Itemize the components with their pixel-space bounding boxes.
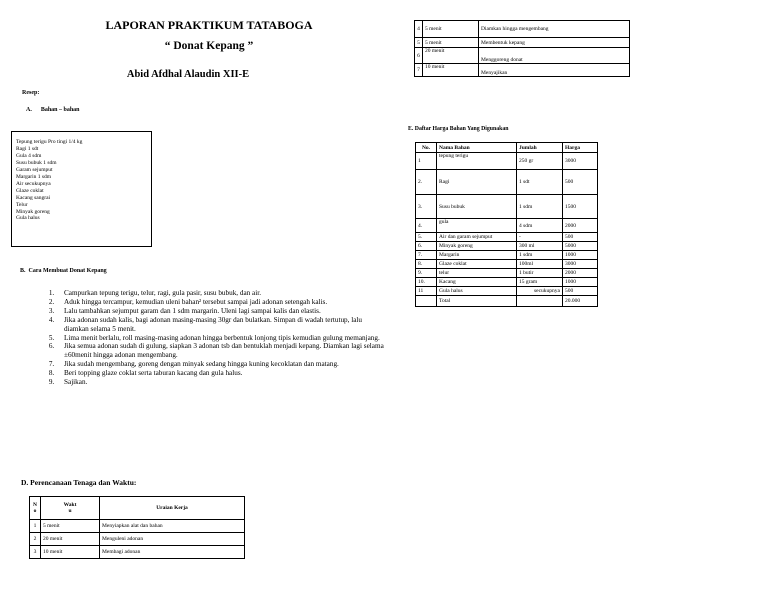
table-row bbox=[30, 520, 245, 533]
ingredient-item: Gula 4 sdm bbox=[16, 152, 42, 159]
table-cell: 10 menit bbox=[423, 64, 479, 77]
table-row bbox=[416, 278, 598, 287]
table-row bbox=[416, 153, 598, 170]
table-row bbox=[415, 48, 630, 64]
table-row bbox=[30, 533, 245, 546]
table-row bbox=[416, 233, 598, 242]
table-cell: 2000 bbox=[563, 219, 598, 233]
table-cell: 20 menit bbox=[423, 48, 479, 64]
table-cell: 1 bbox=[30, 520, 41, 533]
table-cell: 6 bbox=[415, 48, 423, 64]
ingredient-item: Air secukupnya bbox=[16, 180, 51, 187]
price-col-jumlah: Jumlah bbox=[517, 143, 563, 153]
method-step: 6. Jika semua adonan sudah di gulung, siapkan 3 adonan tsb dan bentuklah menjadi kepang. Diamkan lagi selama ±60menit hingga adonan mengembang. bbox=[56, 342, 386, 360]
table-cell: Menggoreng donat bbox=[479, 48, 630, 64]
table-cell: - bbox=[517, 233, 563, 242]
table-cell: 3 bbox=[30, 546, 41, 559]
section-b-heading: B. Cara Membuat Donat Kepang bbox=[20, 268, 107, 274]
table-cell: 20 menit bbox=[41, 533, 100, 546]
method-step: 9. Sajikan. bbox=[56, 378, 386, 387]
table-row bbox=[416, 195, 598, 219]
total-row bbox=[416, 296, 598, 307]
table-cell: 6. bbox=[416, 242, 437, 251]
ingredient-item: Kacang sangrai bbox=[16, 194, 51, 201]
total-value: 20.000 bbox=[563, 296, 598, 307]
table-cell: 100ml bbox=[517, 260, 563, 269]
ingredient-item: Telur bbox=[16, 201, 28, 208]
table-cell: Susu bubuk bbox=[437, 195, 517, 219]
table-cell: 1000 bbox=[563, 251, 598, 260]
method-step: 1. Campurkan tepung terigu, telur, ragi, gula pasir, susu bubuk, dan air. bbox=[56, 289, 386, 298]
table-cell: 1 sdt bbox=[517, 170, 563, 195]
table-cell: 1 bbox=[416, 153, 437, 170]
table-cell: 4 sdm bbox=[517, 219, 563, 233]
table-row bbox=[30, 546, 245, 559]
table-cell: Minyak goreng bbox=[437, 242, 517, 251]
col-header-no: N o bbox=[30, 497, 41, 520]
table-row bbox=[416, 260, 598, 269]
table-cell: 2. bbox=[416, 170, 437, 195]
table-cell: Menyajikan bbox=[479, 64, 630, 77]
table-cell: 2000 bbox=[563, 269, 598, 278]
ingredient-item: Susu bubuk 1 sdm bbox=[16, 159, 57, 166]
table-cell: 10 menit bbox=[41, 546, 100, 559]
ingredient-item: Minyak goreng bbox=[16, 208, 50, 215]
section-e-heading: E. Daftar Harga Bahan Yang Digunakan bbox=[408, 126, 509, 132]
table-cell: gula bbox=[437, 219, 517, 233]
table-row bbox=[415, 38, 630, 48]
method-step: 4. Jika adonan sudah kalis, bagi adonan masing-masing 30gr dan bulatkan. Simpan di wadah tertutup, lalu diamkan selama 5 menit. bbox=[56, 316, 386, 334]
table-cell: 1 butir bbox=[517, 269, 563, 278]
table-cell: 1500 bbox=[563, 195, 598, 219]
table-cell: 4 bbox=[415, 21, 423, 38]
table-cell: 5 menit bbox=[41, 520, 100, 533]
method-steps bbox=[40, 289, 386, 387]
table-cell: 8. bbox=[416, 260, 437, 269]
table-cell: Gula halus bbox=[437, 287, 517, 296]
table-cell: 10. bbox=[416, 278, 437, 287]
table-cell: 3. bbox=[416, 195, 437, 219]
table-cell: 7. bbox=[416, 251, 437, 260]
table-cell: tepung terigu bbox=[437, 153, 517, 170]
table-cell: Membagi adonan bbox=[100, 546, 245, 559]
ingredients-box bbox=[11, 131, 152, 247]
table-cell: Air dan garam sejumput bbox=[437, 233, 517, 242]
ingredient-item: Ragi 1 sdt bbox=[16, 145, 39, 152]
table-cell: Menyiapkan alat dan bahan bbox=[100, 520, 245, 533]
table-cell: 9. bbox=[416, 269, 437, 278]
ingredient-item: Margarin 1 sdm bbox=[16, 173, 52, 180]
table-cell: 250 gr bbox=[517, 153, 563, 170]
table-row bbox=[416, 219, 598, 233]
table-cell: 1 sdm bbox=[517, 195, 563, 219]
total-label: Total bbox=[437, 296, 517, 307]
table-row bbox=[415, 21, 630, 38]
table-cell: 7 bbox=[415, 64, 423, 77]
ingredient-item: Gula halus bbox=[16, 215, 40, 222]
method-step: 7. Jika sudah mengembang, goreng dengan minyak sedang hingga kuning kecoklatan dan matang. bbox=[56, 360, 386, 369]
planning-table-continued bbox=[414, 20, 630, 77]
table-cell: 15 gram bbox=[517, 278, 563, 287]
col-header-waktu: Wakt u bbox=[41, 497, 100, 520]
table-cell: 5 bbox=[415, 38, 423, 48]
table-cell: Membentuk kepang bbox=[479, 38, 630, 48]
table-cell: 11 bbox=[416, 287, 437, 296]
table-cell: Diamkan hingga mengembang bbox=[479, 21, 630, 38]
ingredient-item: Garam sejumput bbox=[16, 166, 53, 173]
table-cell: Menguleni adonan bbox=[100, 533, 245, 546]
table-cell: 4. bbox=[416, 219, 437, 233]
table-cell: Kacang bbox=[437, 278, 517, 287]
table-cell: Glaze coklat bbox=[437, 260, 517, 269]
col-header-uraian: Uraian Kerja bbox=[100, 497, 245, 520]
price-col-no: No. bbox=[416, 143, 437, 153]
table-cell: 3000 bbox=[563, 153, 598, 170]
document-subtitle: “ Donat Kepang ” bbox=[164, 40, 254, 52]
table-row bbox=[416, 251, 598, 260]
table-cell: 5. bbox=[416, 233, 437, 242]
method-step: 5. Lima menit berlalu, roll masing-masing adonan hingga berbentuk lonjong tipis kemudian gulung memanjang. bbox=[56, 334, 386, 343]
table-cell: 2 bbox=[30, 533, 41, 546]
planning-table bbox=[29, 496, 245, 559]
table-cell: 3000 bbox=[563, 260, 598, 269]
method-step: 8. Beri topping glaze coklat serta taburan kacang dan gula halus. bbox=[56, 369, 386, 378]
table-cell: Ragi bbox=[437, 170, 517, 195]
recipe-label: Resep: bbox=[22, 90, 40, 96]
table-row bbox=[416, 170, 598, 195]
table-row bbox=[416, 287, 598, 296]
ingredient-item: Glaze coklat bbox=[16, 187, 44, 194]
table-row bbox=[416, 269, 598, 278]
table-cell: 5 menit bbox=[423, 21, 479, 38]
table-cell: telur bbox=[437, 269, 517, 278]
section-a-heading: A. Bahan – bahan bbox=[26, 107, 80, 113]
method-step: 2. Aduk hingga tercampur, kemudian uleni bahan² tersebut sampai jadi adonan setengah kalis. bbox=[56, 298, 386, 307]
table-cell: 500 bbox=[563, 233, 598, 242]
table-row bbox=[416, 242, 598, 251]
ingredient-item: Tepung terigu Pro tingi 1/4 kg bbox=[16, 139, 83, 145]
table-cell: 5000 bbox=[563, 242, 598, 251]
document-title: LAPORAN PRAKTIKUM TATABOGA bbox=[105, 18, 313, 32]
table-cell bbox=[517, 296, 563, 307]
table-cell: 300 ml bbox=[517, 242, 563, 251]
table-cell: secukupnya bbox=[517, 287, 563, 296]
table-cell: Margarin bbox=[437, 251, 517, 260]
table-cell: 1 sdm bbox=[517, 251, 563, 260]
method-step: 3. Lalu tambahkan sejumput garam dan 1 sdm margarin. Uleni lagi sampai kalis dan elastis. bbox=[56, 307, 386, 316]
table-cell: 500 bbox=[563, 170, 598, 195]
table-row bbox=[415, 64, 630, 77]
price-table bbox=[415, 142, 598, 307]
table-cell: 1000 bbox=[563, 278, 598, 287]
price-col-nama: Nama Bahan bbox=[437, 143, 517, 153]
table-cell: 5 menit bbox=[423, 38, 479, 48]
price-col-harga: Harga bbox=[563, 143, 598, 153]
author-line: Abid Afdhal Alaudin XII-E bbox=[126, 69, 250, 80]
section-d-heading: D. Perencanaan Tenaga dan Waktu: bbox=[21, 478, 137, 487]
table-cell: 500 bbox=[563, 287, 598, 296]
table-cell bbox=[416, 296, 437, 307]
